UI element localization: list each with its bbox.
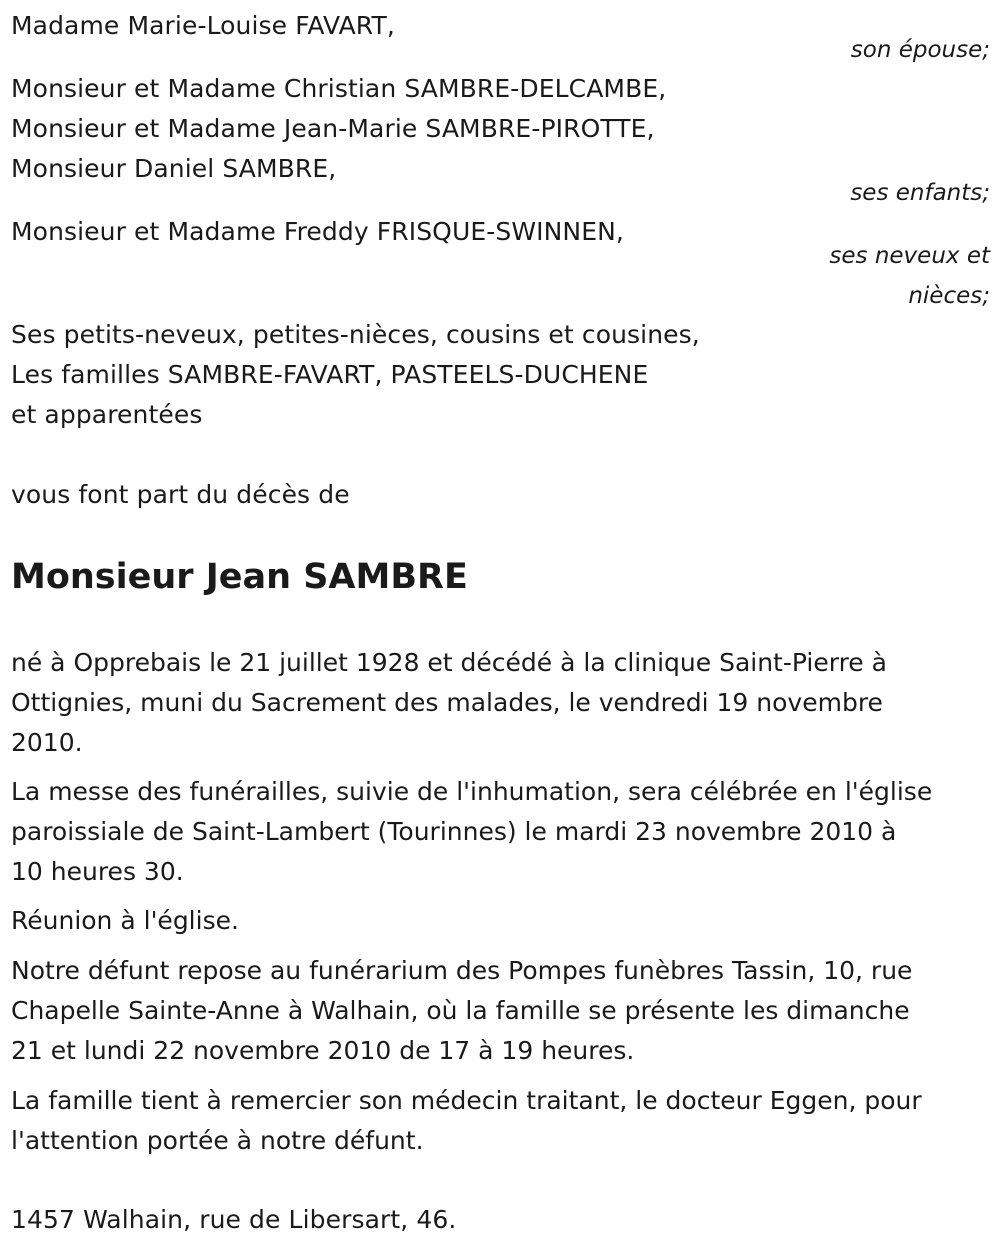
nephews-relation-line: nièces; xyxy=(908,283,990,309)
paragraph-line: Chapelle Sainte-Anne à Walhain, où la famille se présente les dimanche xyxy=(11,996,910,1025)
others-line: Les familles SAMBRE-FAVART, PASTEELS-DUCHENE xyxy=(11,360,649,389)
others-line: Ses petits-neveux, petites-nièces, cousins et cousines, xyxy=(11,320,700,349)
paragraph-line: paroissiale de Saint-Lambert (Tourinnes) le mardi 23 novembre 2010 à xyxy=(11,817,897,846)
paragraph-line: Notre défunt repose au funérarium des Pompes funèbres Tassin, 10, rue xyxy=(11,956,913,985)
child-line: Monsieur Daniel SAMBRE, xyxy=(11,154,337,183)
children-relation: ses enfants; xyxy=(850,180,990,206)
paragraph-line: Ottignies, muni du Sacrement des malades, le vendredi 19 novembre xyxy=(11,688,883,717)
paragraph-line: 10 heures 30. xyxy=(11,857,184,886)
deceased-name: Monsieur Jean SAMBRE xyxy=(11,557,468,597)
paragraph-line: La famille tient à remercier son médecin traitant, le docteur Eggen, pour xyxy=(11,1086,922,1115)
announcement: vous font part du décès de xyxy=(11,480,350,509)
paragraph-line: Réunion à l'église. xyxy=(11,906,239,935)
paragraph-line: 21 et lundi 22 novembre 2010 de 17 à 19 heures. xyxy=(11,1036,635,1065)
paragraph-line: La messe des funérailles, suivie de l'inhumation, sera célébrée en l'église xyxy=(11,777,933,806)
nephews-relation-line: ses neveux et xyxy=(829,243,990,269)
nephews-line: Monsieur et Madame Freddy FRISQUE-SWINNEN, xyxy=(11,217,624,246)
child-line: Monsieur et Madame Jean-Marie SAMBRE-PIROTTE, xyxy=(11,114,655,143)
spouse-line: Madame Marie-Louise FAVART, xyxy=(11,11,395,40)
child-line: Monsieur et Madame Christian SAMBRE-DELCAMBE, xyxy=(11,74,667,103)
paragraph-line: né à Opprebais le 21 juillet 1928 et décédé à la clinique Saint-Pierre à xyxy=(11,648,887,677)
paragraph-line: 2010. xyxy=(11,728,83,757)
paragraph-line: l'attention portée à notre défunt. xyxy=(11,1126,424,1155)
address: 1457 Walhain, rue de Libersart, 46. xyxy=(11,1205,457,1234)
spouse-relation: son épouse; xyxy=(850,37,990,63)
others-line: et apparentées xyxy=(11,400,203,429)
